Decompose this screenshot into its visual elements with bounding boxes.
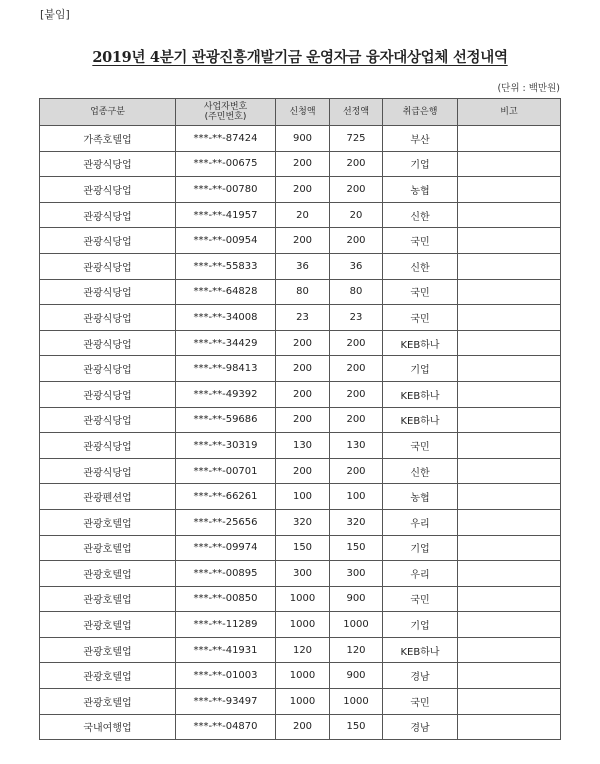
cell-registration-number: ***-**-00954 — [176, 228, 276, 254]
cell-requested-amount: 900 — [276, 126, 330, 152]
cell-requested-amount: 23 — [276, 305, 330, 331]
cell-bank: 국민 — [383, 279, 458, 305]
cell-registration-number: ***-**-09974 — [176, 535, 276, 561]
table-header-row — [40, 99, 561, 126]
cell-remarks — [458, 689, 561, 715]
cell-bank: 신한 — [383, 253, 458, 279]
cell-requested-amount: 200 — [276, 714, 330, 740]
cell-selected-amount: 200 — [330, 381, 383, 407]
cell-business-type: 관광호텔업 — [40, 612, 176, 638]
table-row — [40, 714, 561, 740]
table-row — [40, 433, 561, 459]
cell-remarks — [458, 561, 561, 587]
table-row — [40, 509, 561, 535]
cell-business-type: 관광호텔업 — [40, 689, 176, 715]
cell-selected-amount: 100 — [330, 484, 383, 510]
table-row — [40, 637, 561, 663]
table-row — [40, 689, 561, 715]
cell-business-type: 관광호텔업 — [40, 663, 176, 689]
cell-remarks — [458, 484, 561, 510]
cell-bank: 신한 — [383, 458, 458, 484]
cell-business-type: 관광펜션업 — [40, 484, 176, 510]
cell-remarks — [458, 279, 561, 305]
cell-selected-amount: 320 — [330, 509, 383, 535]
cell-remarks — [458, 202, 561, 228]
cell-bank: KEB하나 — [383, 330, 458, 356]
header-business-type: 업종구분 — [40, 99, 176, 126]
cell-business-type: 관광식당업 — [40, 381, 176, 407]
cell-business-type: 관광식당업 — [40, 330, 176, 356]
cell-remarks — [458, 586, 561, 612]
cell-selected-amount: 200 — [330, 177, 383, 203]
header-bank: 취급은행 — [383, 99, 458, 126]
cell-registration-number: ***-**-64828 — [176, 279, 276, 305]
cell-bank: 부산 — [383, 126, 458, 152]
cell-requested-amount: 300 — [276, 561, 330, 587]
cell-requested-amount: 36 — [276, 253, 330, 279]
cell-bank: 국민 — [383, 689, 458, 715]
cell-selected-amount: 130 — [330, 433, 383, 459]
cell-selected-amount: 1000 — [330, 689, 383, 715]
cell-selected-amount: 200 — [330, 151, 383, 177]
cell-selected-amount: 725 — [330, 126, 383, 152]
cell-requested-amount: 1000 — [276, 586, 330, 612]
cell-remarks — [458, 151, 561, 177]
cell-bank: 우리 — [383, 561, 458, 587]
cell-remarks — [458, 433, 561, 459]
cell-requested-amount: 200 — [276, 356, 330, 382]
cell-bank: 국민 — [383, 586, 458, 612]
cell-selected-amount: 900 — [330, 586, 383, 612]
cell-selected-amount: 300 — [330, 561, 383, 587]
cell-bank: 농협 — [383, 177, 458, 203]
cell-selected-amount: 36 — [330, 253, 383, 279]
cell-selected-amount: 200 — [330, 407, 383, 433]
header-remarks: 비고 — [458, 99, 561, 126]
cell-remarks — [458, 177, 561, 203]
cell-requested-amount: 1000 — [276, 663, 330, 689]
cell-business-type: 관광식당업 — [40, 356, 176, 382]
cell-registration-number: ***-**-11289 — [176, 612, 276, 638]
header-requested-amount: 신청액 — [276, 99, 330, 126]
table-row — [40, 356, 561, 382]
cell-registration-number: ***-**-87424 — [176, 126, 276, 152]
cell-registration-number: ***-**-93497 — [176, 689, 276, 715]
unit-note: (단위 : 백만원) — [497, 83, 560, 94]
header-reg-line2: (주민번호) — [204, 112, 247, 122]
cell-business-type: 관광식당업 — [40, 151, 176, 177]
cell-requested-amount: 200 — [276, 458, 330, 484]
cell-remarks — [458, 509, 561, 535]
table-row — [40, 458, 561, 484]
table-row — [40, 279, 561, 305]
cell-business-type: 가족호텔업 — [40, 126, 176, 152]
cell-requested-amount: 320 — [276, 509, 330, 535]
cell-selected-amount: 200 — [330, 458, 383, 484]
table-row — [40, 561, 561, 587]
document-title — [0, 46, 600, 67]
cell-bank: 경남 — [383, 714, 458, 740]
cell-bank: KEB하나 — [383, 381, 458, 407]
cell-remarks — [458, 535, 561, 561]
cell-business-type: 관광식당업 — [40, 407, 176, 433]
table-row — [40, 586, 561, 612]
header-registration-number — [176, 99, 276, 126]
cell-registration-number: ***-**-00895 — [176, 561, 276, 587]
cell-bank: 기업 — [383, 356, 458, 382]
cell-bank: 국민 — [383, 433, 458, 459]
table-row — [40, 663, 561, 689]
cell-business-type: 관광식당업 — [40, 177, 176, 203]
cell-business-type: 관광식당업 — [40, 202, 176, 228]
cell-registration-number: ***-**-59686 — [176, 407, 276, 433]
cell-business-type: 관광식당업 — [40, 458, 176, 484]
cell-business-type: 관광식당업 — [40, 228, 176, 254]
cell-selected-amount: 20 — [330, 202, 383, 228]
cell-bank: 기업 — [383, 612, 458, 638]
cell-remarks — [458, 126, 561, 152]
cell-registration-number: ***-**-01003 — [176, 663, 276, 689]
cell-registration-number: ***-**-55833 — [176, 253, 276, 279]
cell-business-type: 관광호텔업 — [40, 509, 176, 535]
cell-remarks — [458, 253, 561, 279]
header-reg-line1: 사업자번호 — [203, 102, 248, 112]
cell-requested-amount: 120 — [276, 637, 330, 663]
cell-bank: 기업 — [383, 535, 458, 561]
header-selected-amount: 선정액 — [330, 99, 383, 126]
table-row — [40, 177, 561, 203]
document-title-text: 2019년 4분기 관광진흥개발기금 운영자금 융자대상업체 선정내역 — [92, 49, 508, 66]
attachment-label: [붙임] — [40, 8, 70, 21]
table-row — [40, 535, 561, 561]
cell-bank: 우리 — [383, 509, 458, 535]
cell-registration-number: ***-**-00701 — [176, 458, 276, 484]
table-row — [40, 126, 561, 152]
cell-business-type: 관광호텔업 — [40, 586, 176, 612]
table-row — [40, 151, 561, 177]
table-row — [40, 228, 561, 254]
cell-bank: 기업 — [383, 151, 458, 177]
cell-registration-number: ***-**-41957 — [176, 202, 276, 228]
cell-registration-number: ***-**-00675 — [176, 151, 276, 177]
cell-business-type: 관광호텔업 — [40, 561, 176, 587]
cell-bank: KEB하나 — [383, 407, 458, 433]
cell-remarks — [458, 637, 561, 663]
cell-selected-amount: 150 — [330, 535, 383, 561]
cell-requested-amount: 100 — [276, 484, 330, 510]
cell-requested-amount: 200 — [276, 228, 330, 254]
cell-registration-number: ***-**-41931 — [176, 637, 276, 663]
cell-registration-number: ***-**-00850 — [176, 586, 276, 612]
cell-bank: 국민 — [383, 305, 458, 331]
cell-remarks — [458, 663, 561, 689]
cell-selected-amount: 200 — [330, 356, 383, 382]
cell-business-type: 관광식당업 — [40, 305, 176, 331]
cell-selected-amount: 120 — [330, 637, 383, 663]
cell-registration-number: ***-**-66261 — [176, 484, 276, 510]
table-row — [40, 202, 561, 228]
cell-requested-amount: 20 — [276, 202, 330, 228]
cell-registration-number: ***-**-30319 — [176, 433, 276, 459]
cell-bank: 농협 — [383, 484, 458, 510]
cell-registration-number: ***-**-98413 — [176, 356, 276, 382]
cell-requested-amount: 150 — [276, 535, 330, 561]
cell-remarks — [458, 407, 561, 433]
cell-business-type: 관광식당업 — [40, 433, 176, 459]
cell-remarks — [458, 458, 561, 484]
cell-remarks — [458, 228, 561, 254]
cell-registration-number: ***-**-04870 — [176, 714, 276, 740]
cell-bank: KEB하나 — [383, 637, 458, 663]
cell-remarks — [458, 330, 561, 356]
cell-selected-amount: 1000 — [330, 612, 383, 638]
cell-requested-amount: 130 — [276, 433, 330, 459]
cell-selected-amount: 23 — [330, 305, 383, 331]
cell-requested-amount: 200 — [276, 407, 330, 433]
cell-registration-number: ***-**-25656 — [176, 509, 276, 535]
table-row — [40, 253, 561, 279]
cell-remarks — [458, 381, 561, 407]
cell-business-type: 관광호텔업 — [40, 637, 176, 663]
cell-remarks — [458, 305, 561, 331]
cell-bank: 신한 — [383, 202, 458, 228]
cell-registration-number: ***-**-34008 — [176, 305, 276, 331]
table-row — [40, 330, 561, 356]
table-row — [40, 381, 561, 407]
cell-selected-amount: 200 — [330, 330, 383, 356]
table-row — [40, 305, 561, 331]
table-row — [40, 484, 561, 510]
cell-remarks — [458, 356, 561, 382]
cell-registration-number: ***-**-34429 — [176, 330, 276, 356]
cell-requested-amount: 200 — [276, 151, 330, 177]
cell-selected-amount: 900 — [330, 663, 383, 689]
cell-requested-amount: 200 — [276, 381, 330, 407]
cell-requested-amount: 1000 — [276, 612, 330, 638]
cell-selected-amount: 80 — [330, 279, 383, 305]
cell-requested-amount: 200 — [276, 330, 330, 356]
cell-business-type: 관광식당업 — [40, 279, 176, 305]
cell-selected-amount: 150 — [330, 714, 383, 740]
table-body — [40, 126, 561, 740]
cell-selected-amount: 200 — [330, 228, 383, 254]
table-row — [40, 407, 561, 433]
cell-requested-amount: 80 — [276, 279, 330, 305]
cell-requested-amount: 200 — [276, 177, 330, 203]
selection-table — [39, 98, 561, 740]
cell-remarks — [458, 612, 561, 638]
cell-bank: 국민 — [383, 228, 458, 254]
cell-requested-amount: 1000 — [276, 689, 330, 715]
cell-business-type: 국내여행업 — [40, 714, 176, 740]
cell-remarks — [458, 714, 561, 740]
table-row — [40, 612, 561, 638]
cell-business-type: 관광식당업 — [40, 253, 176, 279]
cell-business-type: 관광호텔업 — [40, 535, 176, 561]
cell-registration-number: ***-**-00780 — [176, 177, 276, 203]
cell-registration-number: ***-**-49392 — [176, 381, 276, 407]
cell-bank: 경남 — [383, 663, 458, 689]
